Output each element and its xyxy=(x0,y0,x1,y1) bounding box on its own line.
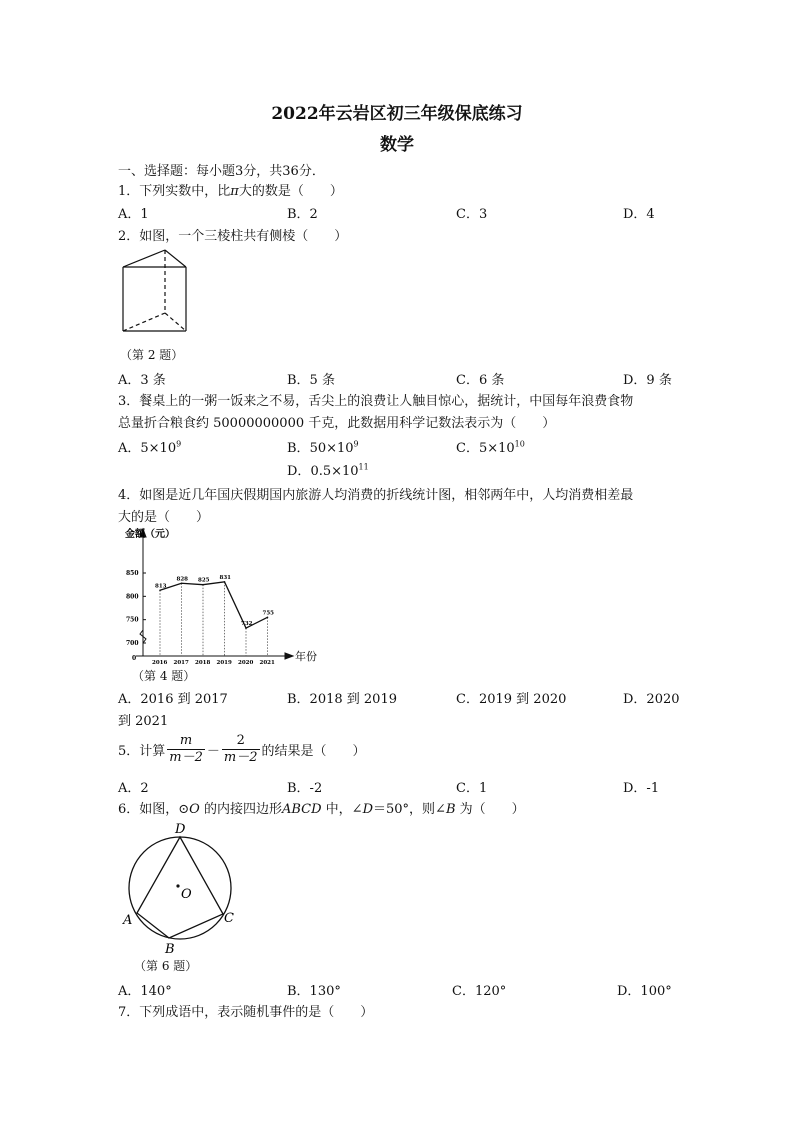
origin-label: 0 xyxy=(132,655,137,662)
q3-a-base: 5×10 xyxy=(140,441,177,456)
prism-hidden-bottom-right-edge xyxy=(165,313,186,331)
frac1-numerator: m xyxy=(179,733,193,748)
q1-option-b[interactable]: B．2 xyxy=(287,207,318,222)
q2-option-b[interactable]: B．5 条 xyxy=(287,373,335,388)
y-tick-label: 750 xyxy=(126,616,139,624)
label-c: C xyxy=(224,911,234,926)
q4-option-a[interactable]: A．2016 到 2017 xyxy=(118,692,228,707)
question-3-stem-line2: 总量折合粮食约 50000000000 千克，此数据用科学记数法表示为（ ） xyxy=(118,416,556,431)
prism-top-back-left-edge xyxy=(123,250,165,267)
y-tick-label: 700 xyxy=(126,640,139,647)
figure-2-caption: （第 2 题） xyxy=(120,348,184,362)
question-6-stem xyxy=(118,798,525,817)
q6-circle-o: O xyxy=(189,802,200,817)
q6-angle-b: B xyxy=(445,802,456,817)
q3-a-label: A． xyxy=(118,441,141,456)
data-label: 828 xyxy=(176,576,188,583)
center-point-o xyxy=(176,884,179,887)
question-4-stem-line1: 4．如图是近几年国庆假期国内旅游人均消费的折线统计图，相邻两年中，人均消费相差最 xyxy=(118,488,634,503)
label-b: B xyxy=(165,942,175,956)
x-tick-label: 2019 xyxy=(216,660,232,664)
q3-c-label: C． xyxy=(456,441,479,456)
q3-c-base: 5×10 xyxy=(478,441,515,456)
q3-d-label: D． xyxy=(287,464,311,479)
q1-text-a: 1．下列实数中，比 xyxy=(118,184,231,199)
fraction-m-over-m-minus-2 xyxy=(167,733,205,766)
q4-option-b[interactable]: B．2018 到 2019 xyxy=(287,692,397,707)
x-tick-label: 2020 xyxy=(238,660,254,664)
prism-hidden-bottom-left-edge xyxy=(123,313,165,331)
q1-option-d[interactable]: D．4 xyxy=(623,207,655,222)
q5-option-a[interactable]: A．2 xyxy=(118,781,149,796)
q4-option-c[interactable]: C．2019 到 2020 xyxy=(456,692,567,707)
q3-c-exponent: 10 xyxy=(514,439,525,449)
pi-symbol: π xyxy=(230,184,239,199)
prism-top-back-right-edge xyxy=(165,250,186,267)
data-label: 831 xyxy=(219,574,231,581)
q6-text-a: 6．如图，⊙ xyxy=(118,802,190,817)
q3-option-d[interactable] xyxy=(287,460,369,479)
q6-option-c[interactable]: C．120° xyxy=(452,984,507,999)
y-tick-label: 800 xyxy=(126,593,139,601)
q3-a-exponent: 9 xyxy=(176,439,182,449)
q6-text-c: 中，∠ xyxy=(321,802,363,817)
q6-option-b[interactable]: B．130° xyxy=(287,984,341,999)
x-tick-label: 2017 xyxy=(173,660,189,664)
data-point xyxy=(245,627,247,629)
q6-angle-d: D xyxy=(362,802,374,817)
x-axis-label: 年份 xyxy=(295,650,317,663)
q6-text-e: 为（ ） xyxy=(455,802,525,817)
q1-text-b: 大的数是（ ） xyxy=(238,184,343,199)
tourism-spending-line-chart xyxy=(118,524,328,664)
q3-option-c[interactable] xyxy=(456,437,525,456)
data-point xyxy=(202,584,204,586)
q1-option-a[interactable]: A．1 xyxy=(118,207,149,222)
paper-title: 2022年云岩区初三年级保底练习 xyxy=(271,104,523,124)
x-axis-arrow xyxy=(285,653,293,659)
question-3-stem-line1: 3．餐桌上的一粥一饭来之不易，舌尖上的浪费让人触目惊心，据统计，中国每年浪费食物 xyxy=(118,394,634,409)
q6-text-b: 的内接四边形 xyxy=(199,802,282,817)
data-point xyxy=(224,581,226,583)
question-5-stem xyxy=(118,733,366,766)
q6-option-d[interactable]: D．100° xyxy=(617,984,672,999)
x-tick-label: 2021 xyxy=(259,660,275,664)
q5-text-a: 5．计算 xyxy=(118,744,166,759)
q3-d-exponent: 11 xyxy=(358,462,369,472)
x-tick-label: 2018 xyxy=(195,660,211,664)
question-1-stem xyxy=(118,180,343,199)
label-a: A xyxy=(123,913,133,928)
q2-option-c[interactable]: C．6 条 xyxy=(456,373,505,388)
q3-b-exponent: 9 xyxy=(353,439,359,449)
minus-sign: － xyxy=(206,744,220,759)
y-tick-label: 850 xyxy=(126,570,139,577)
q5-option-d[interactable]: D．-1 xyxy=(623,781,660,796)
frac2-denominator: m－2 xyxy=(223,750,258,765)
triangular-prism-figure xyxy=(118,245,194,337)
data-label: 825 xyxy=(198,577,210,584)
figure-6-caption: （第 6 题） xyxy=(134,959,198,973)
q5-option-c[interactable]: C．1 xyxy=(456,781,488,796)
question-4-stem-line2: 大的是（ ） xyxy=(118,510,210,525)
q3-b-label: B． xyxy=(287,441,310,456)
q3-d-base: 0.5×10 xyxy=(310,464,359,479)
q3-option-a[interactable] xyxy=(118,437,181,456)
q6-quad-abcd: ABCD xyxy=(281,802,322,817)
data-point xyxy=(267,617,269,619)
x-tick-label: 2016 xyxy=(152,660,168,664)
figure-4-caption: （第 4 题） xyxy=(132,669,196,683)
data-label: 755 xyxy=(262,610,274,617)
inscribed-quadrilateral-figure xyxy=(118,818,246,956)
quadrilateral-abcd xyxy=(137,837,223,938)
label-d: D xyxy=(175,822,186,837)
label-o: O xyxy=(181,887,192,902)
data-point xyxy=(181,582,183,584)
q4-option-d-continued: 到 2021 xyxy=(118,714,169,729)
q1-option-c[interactable]: C．3 xyxy=(456,207,488,222)
frac1-denominator: m－2 xyxy=(169,750,203,765)
y-axis-label: 金额（元） xyxy=(125,529,175,540)
question-2-stem: 2．如图，一个三棱柱共有侧棱（ ） xyxy=(118,229,348,244)
q5-option-b[interactable]: B．-2 xyxy=(287,781,323,796)
q3-option-b[interactable] xyxy=(287,437,359,456)
data-label: 813 xyxy=(155,583,167,590)
q5-text-b: 的结果是（ ） xyxy=(261,744,366,759)
q2-option-d[interactable]: D．9 条 xyxy=(623,373,672,388)
q6-option-a[interactable]: A．140° xyxy=(118,984,172,999)
frac2-numerator: 2 xyxy=(236,733,245,748)
circle-o xyxy=(129,837,231,939)
q2-option-a[interactable]: A．3 条 xyxy=(118,373,166,388)
q3-b-base: 50×10 xyxy=(309,441,354,456)
paper-subject: 数学 xyxy=(380,135,414,155)
data-label: 732 xyxy=(241,621,253,628)
question-7-stem: 7．下列成语中，表示随机事件的是（ ） xyxy=(118,1005,374,1020)
section-heading: 一、选择题：每小题3分，共36分． xyxy=(118,164,325,179)
q6-text-d: ＝50°，则∠ xyxy=(373,802,446,817)
q4-option-d[interactable]: D．2020 xyxy=(623,692,680,707)
fraction-2-over-m-minus-2 xyxy=(222,733,260,766)
data-point xyxy=(159,589,161,591)
